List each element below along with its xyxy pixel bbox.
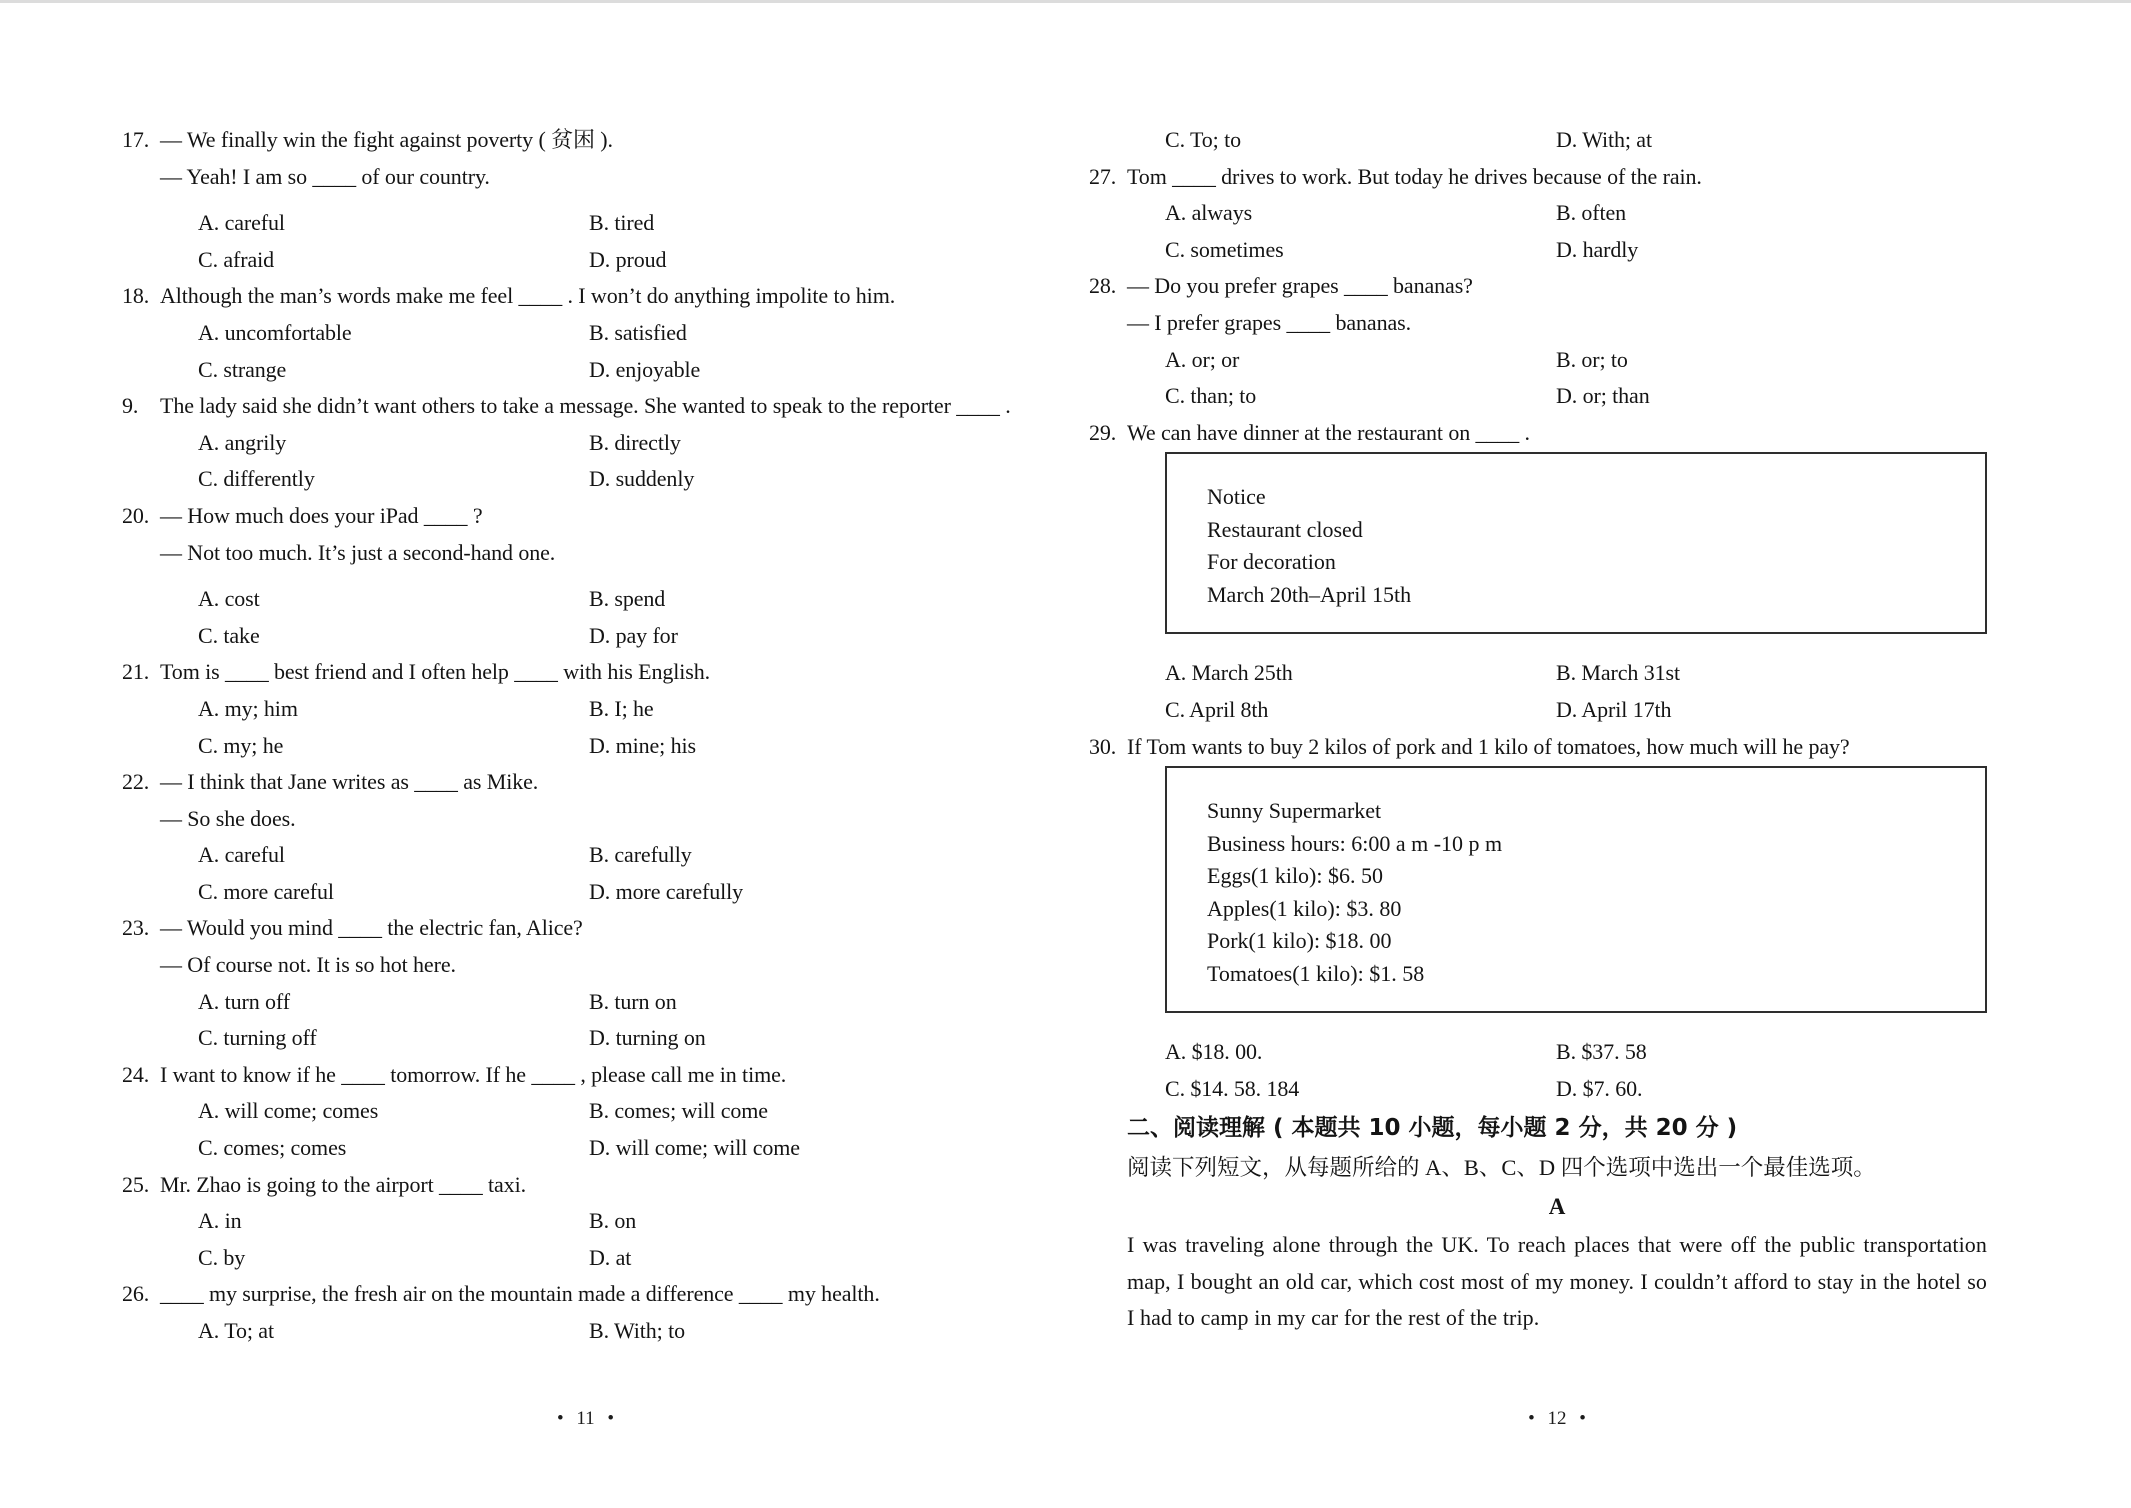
options [160,984,1011,1057]
box-line: Tomatoes(1 kilo): $1. 58 [1207,960,1425,986]
question-line [1089,268,1987,305]
question-text: Tom ____ drives to work. But today he drives because of the rain. [1127,163,1702,189]
option-c: C. strange [198,356,287,382]
option-a: A. uncomfortable [198,319,352,345]
options [160,1313,1011,1350]
passage-text: I was traveling alone through the UK. To reach places that were off the public transportation map, I bought an old car, which cost most of my money. I couldn’t afford to stay in the hotel so I had to camp in my car for the rest of the trip. [1127,1232,1987,1331]
page-number-12: • 12 • [1528,1408,1586,1429]
option-c: C. by [198,1244,246,1270]
question-line [122,278,1011,315]
question-text: Although the man’s words make me feel ____ . I won’t do anything impolite to him. [160,283,896,309]
option-a: A. always [1165,200,1253,226]
option-c: C. $14. 58. 184 [1165,1075,1300,1101]
question-29 [1089,415,1987,729]
option-d: D. at [589,1244,632,1270]
question-number: 26. [122,1281,150,1307]
question-number: 29. [1089,419,1117,445]
option-c: C. To; to [1165,127,1242,152]
question-line [122,764,1011,801]
options [1127,342,1987,415]
question-24 [122,1057,1011,1167]
question-text: I want to know if he ____ tomorrow. If he ____ , please call me in time. [160,1061,787,1087]
box-line: Restaurant closed [1207,516,1363,542]
question-line [122,654,1011,691]
option-b: B. carefully [589,842,692,868]
option-a: A. cost [198,586,260,612]
option-b: B. comes; will come [589,1098,768,1124]
question-number: 25. [122,1171,150,1197]
option-d: D. $7. 60. [1556,1075,1643,1101]
box-line: Apples(1 kilo): $3. 80 [1207,895,1402,921]
option-c: C. take [198,622,260,648]
question-text: — Yeah! I am so ____ of our country. [160,163,490,189]
page-number-11: • 11 • [556,1408,615,1429]
option-a: A. my; him [198,695,298,721]
options [160,691,1011,764]
option-d: D. or; than [1556,383,1650,409]
box-line: Business hours: 6:00 a m -10 p m [1207,830,1503,856]
option-b: B. With; to [589,1318,686,1343]
question-number: 28. [1089,273,1117,299]
question-19 [122,388,1011,498]
question-text: — So she does. [160,805,296,831]
question-line [122,1276,1011,1313]
question-text: — Not too much. It’s just a second-hand one. [160,539,556,565]
option-c: C. April 8th [1165,696,1269,722]
top-border-line [0,0,2131,3]
options [160,1093,1011,1166]
question-text: — We finally win the fight against poverty ( 贫困 ). [160,127,613,152]
option-b: B. spend [589,586,666,612]
options [160,1203,1011,1276]
options [1127,655,1987,728]
option-d: D. turning on [589,1025,706,1051]
option-a: A. turn off [198,988,290,1014]
option-a: A. careful [198,210,285,236]
question-text: Tom is ____ best friend and I often help ____ with his English. [160,659,711,685]
option-d: D. With; at [1556,127,1652,152]
option-c: C. turning off [198,1025,317,1051]
question-28 [1089,268,1987,414]
option-b: B. turn on [589,988,677,1014]
options [160,315,1011,388]
options [1127,1034,1987,1107]
option-a: A. March 25th [1165,660,1293,686]
option-d: D. pay for [589,622,678,648]
option-d: D. will come; will come [589,1135,800,1161]
option-c: C. comes; comes [198,1135,347,1161]
option-b: B. often [1556,200,1627,226]
option-b: B. March 31st [1556,660,1680,686]
box-line: Notice [1207,484,1266,510]
notice-box [1165,452,1987,634]
box-line: For decoration [1207,549,1336,575]
option-d: D. April 17th [1556,696,1672,722]
page-right [1089,122,1987,1337]
question-line [1089,415,1987,452]
section-instruction: 阅读下列短文，从每题所给的 A、B、C、D 四个选项中选出一个最佳选项。 [1127,1155,1876,1181]
question-number: 22. [122,769,150,795]
question-text: — I prefer grapes ____ bananas. [1127,309,1412,335]
passage-label: A [1548,1194,1566,1220]
page-left [122,122,1011,1350]
box-line: Sunny Supermarket [1207,798,1382,824]
question-text: — I think that Jane writes as ____ as Mike. [160,769,539,795]
question-number: 9. [122,393,139,419]
question-text: Mr. Zhao is going to the airport ____ taxi. [160,1171,526,1197]
question-text: — How much does your iPad ____ ? [160,502,483,528]
question-20 [122,498,1011,654]
option-d: D. more carefully [589,878,744,904]
option-b: B. on [589,1208,637,1234]
option-d: D. proud [589,246,667,272]
option-c: C. more careful [198,878,334,904]
question-line [122,910,1011,947]
option-d: D. enjoyable [589,356,701,382]
option-c: C. differently [198,466,315,492]
options-carryover [1127,122,1987,159]
options [160,425,1011,498]
option-a: A. or; or [1165,346,1240,372]
option-a: A. careful [198,842,285,868]
question-number: 17. [122,127,150,152]
question-number: 18. [122,283,150,309]
options [1127,195,1987,268]
option-b: B. tired [589,210,655,236]
question-number: 30. [1089,733,1117,759]
option-c: C. sometimes [1165,236,1284,262]
question-line [122,1167,1011,1204]
option-b: B. $37. 58 [1556,1039,1647,1065]
question-number: 21. [122,659,150,685]
question-line [1089,729,1987,766]
question-17 [122,122,1011,278]
options [160,837,1011,910]
box-line: Eggs(1 kilo): $6. 50 [1207,863,1383,889]
question-number: 23. [122,915,150,941]
option-c: C. than; to [1165,383,1257,409]
section-heading: 二、阅读理解 ( 本题共 10 小题，每小题 2 分，共 20 分 ) [1127,1115,1738,1142]
box-line: March 20th–April 15th [1207,581,1412,607]
option-a: A. in [198,1208,242,1234]
options [160,581,1011,654]
question-text: — Would you mind ____ the electric fan, Alice? [160,915,583,941]
option-a: A. will come; comes [198,1098,379,1124]
question-text: — Of course not. It is so hot here. [160,952,456,978]
options [160,205,1011,278]
box-line: Pork(1 kilo): $18. 00 [1207,928,1392,954]
question-line [122,388,1011,425]
question-text: — Do you prefer grapes ____ bananas? [1127,273,1473,299]
question-30 [1089,729,1987,1108]
option-a: A. To; at [198,1318,274,1343]
question-text: We can have dinner at the restaurant on ____ . [1127,419,1530,445]
question-line [1089,159,1987,196]
question-26 [122,1276,1011,1349]
option-a: A. $18. 00. [1165,1039,1263,1065]
option-a: A. angrily [198,429,287,455]
question-18 [122,278,1011,388]
question-text: ____ my surprise, the fresh air on the mountain made a difference ____ my health. [160,1281,880,1307]
option-c: C. afraid [198,246,275,272]
question-number: 24. [122,1061,150,1087]
question-line [122,122,1011,159]
option-d: D. suddenly [589,466,695,492]
question-21 [122,654,1011,764]
question-27 [1089,159,1987,269]
question-text: The lady said she didn’t want others to take a message. She wanted to speak to the reporter ____ . [160,393,1011,419]
question-line [122,1057,1011,1094]
question-23 [122,910,1011,1056]
option-d: D. mine; his [589,732,696,758]
question-25 [122,1167,1011,1277]
option-b: B. I; he [589,695,654,721]
price-box [1165,766,1987,1013]
option-b: B. or; to [1556,346,1628,372]
option-c: C. my; he [198,732,284,758]
question-number: 27. [1089,163,1117,189]
question-number: 20. [122,502,150,528]
question-22 [122,764,1011,910]
option-b: B. directly [589,429,681,455]
option-b: B. satisfied [589,319,687,345]
question-text: If Tom wants to buy 2 kilos of pork and 1 kilo of tomatoes, how much will he pay? [1127,733,1850,759]
question-line [122,498,1011,535]
option-d: D. hardly [1556,236,1639,262]
